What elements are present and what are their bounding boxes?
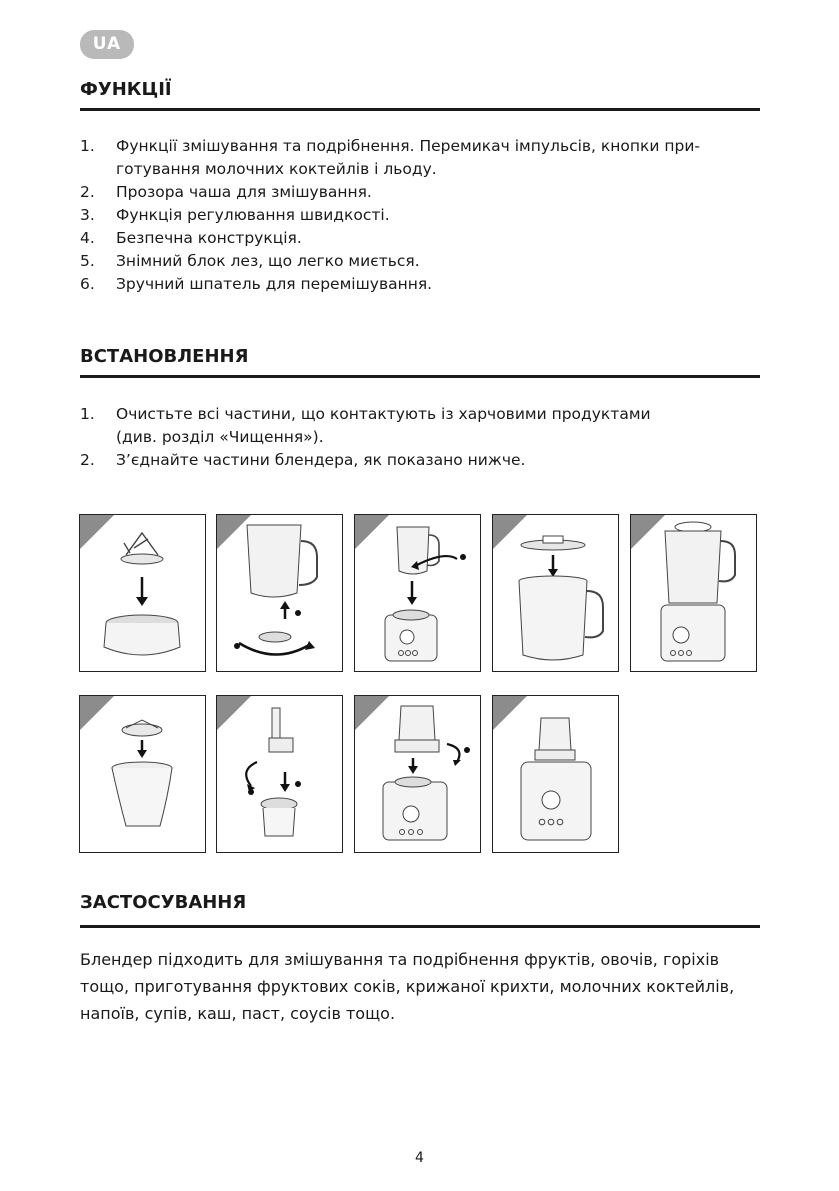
section-title-functions: ФУНКЦІЇ [80,79,172,100]
figure-lid-onto-jar [492,514,619,672]
list-item: 4. Безпечна конструкція. [80,229,302,247]
section-divider [80,375,760,378]
list-item: 3. Функція регулювання швидкості. [80,206,390,224]
list-item: 5. Знімний блок лез, що легко миється. [80,252,420,270]
list-item: 1. Функції змішування та подрібнення. Перемикач імпульсів, кнопки при- готування молочних коктейлів і льоду. [80,137,701,178]
installation-list [80,403,760,472]
usage-paragraph: Блендер підходить для змішування та подрібнення фруктів, овочів, горіхів тощо, приготування фруктових соків, крижаної крихти, молочних коктейлів, напоїв, супів, каш, паст, соусів тощо. [80,950,735,1023]
figure-grinder-onto-motor [354,695,481,853]
list-item: 6. Зручний шпатель для перемішування. [80,275,433,293]
list-item: 2. Прозора чаша для змішування. [80,183,372,201]
list-item: 1. Очистьте всі частини, що контактують із харчовими продуктами (див. розділ «Чищення»). [80,405,651,446]
figure-assembled-grinder [492,695,619,853]
language-badge: UA [80,30,134,59]
functions-list [80,135,760,296]
figure-assembled-blender [630,514,757,672]
figure-spatula-into-grinder [216,695,343,853]
section-title-installation: ВСТАНОВЛЕННЯ [80,346,249,367]
section-divider [80,925,760,928]
section-divider [80,108,760,111]
figure-grinder-blade-into-cup [79,695,206,853]
figure-jar-onto-blade-base [216,514,343,672]
page-number: 4 [415,1150,424,1166]
figure-jar-twist-onto-motor [354,514,481,672]
section-title-usage: ЗАСТОСУВАННЯ [80,892,247,913]
list-item: 2. З’єднайте частини блендера, як показано нижче. [80,451,526,469]
figure-blade-into-base [79,514,206,672]
